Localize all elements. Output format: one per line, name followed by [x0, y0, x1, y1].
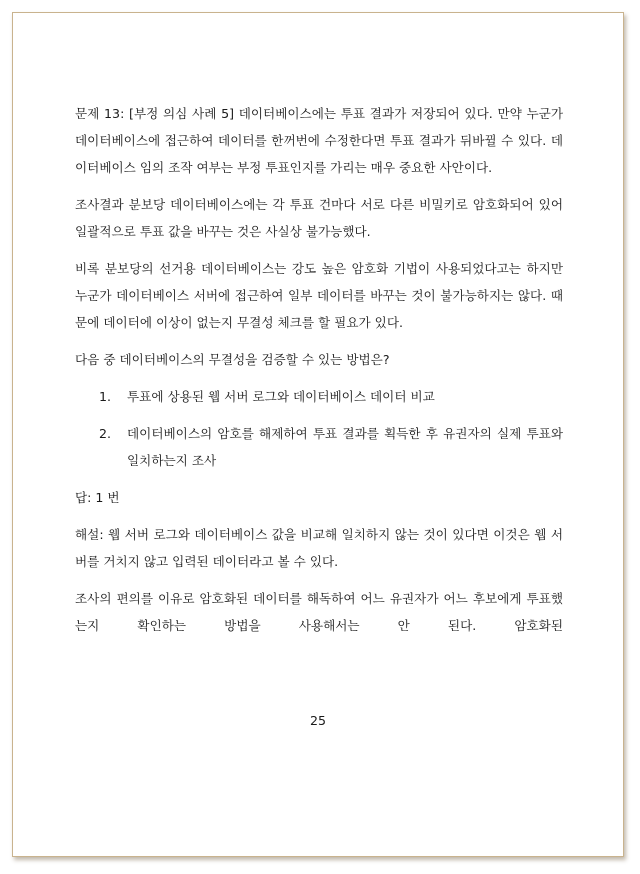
context-paragraph: 비록 분보당의 선거용 데이터베이스는 강도 높은 암호화 기법이 사용되었다고는 하지만 누군가 데이터베이스 서버에 접근하여 일부 데이터를 바꾸는 것이 불가능하지는 않다. 때문에 데이터에 이상이 없는지 무결성 체크를 할 필요가 있다.	[75, 261, 563, 330]
question-prompt: 다음 중 데이터베이스의 무결성을 검증할 수 있는 방법은?	[75, 352, 390, 367]
answer-line: 답: 1 번	[75, 490, 120, 505]
page-content	[75, 100, 563, 639]
option-number: 1.	[99, 389, 112, 404]
option-text: 투표에 상용된 웹 서버 로그와 데이터베이스 데이터 비교	[127, 389, 435, 404]
option-text: 데이터베이스의 암호를 해제하여 투표 결과를 획득한 후 유권자의 실제 투표와 일치하는지 조사	[127, 426, 563, 468]
option-number: 2.	[99, 426, 112, 441]
page-number: 25	[309, 713, 327, 728]
answer-option	[75, 420, 563, 474]
explanation-paragraph: 해설: 웹 서버 로그와 데이터베이스 값을 비교해 일치하지 않는 것이 있다면 이것은 웹 서버를 거치지 않고 입력된 데이터라고 볼 수 있다.	[75, 527, 563, 569]
document-page	[12, 12, 624, 857]
investigation-paragraph: 조사결과 분보당 데이터베이스에는 각 투표 건마다 서로 다른 비밀키로 암호화되어 있어 일괄적으로 투표 값을 바꾸는 것은 사실상 불가능했다.	[75, 197, 563, 239]
question-paragraph: 문제 13: [부정 의심 사례 5] 데이터베이스에는 투표 결과가 저장되어 있다. 만약 누군가 데이터베이스에 접근하여 데이터를 한꺼번에 수정한다면 투표 결과가 뒤바뀔 수 있다. 데이터베이스 임의 조작 여부는 부정 투표인지를 가리는 매우 중요한 사안이다.	[75, 106, 563, 175]
continuation-paragraph: 조사의 편의를 이유로 암호화된 데이터를 해독하여 어느 유권자가 어느 후보에게 투표했는지 확인하는 방법을 사용해서는 안 된다. 암호화된	[75, 591, 563, 633]
answer-option	[75, 383, 563, 410]
answer-options-list	[75, 383, 563, 474]
